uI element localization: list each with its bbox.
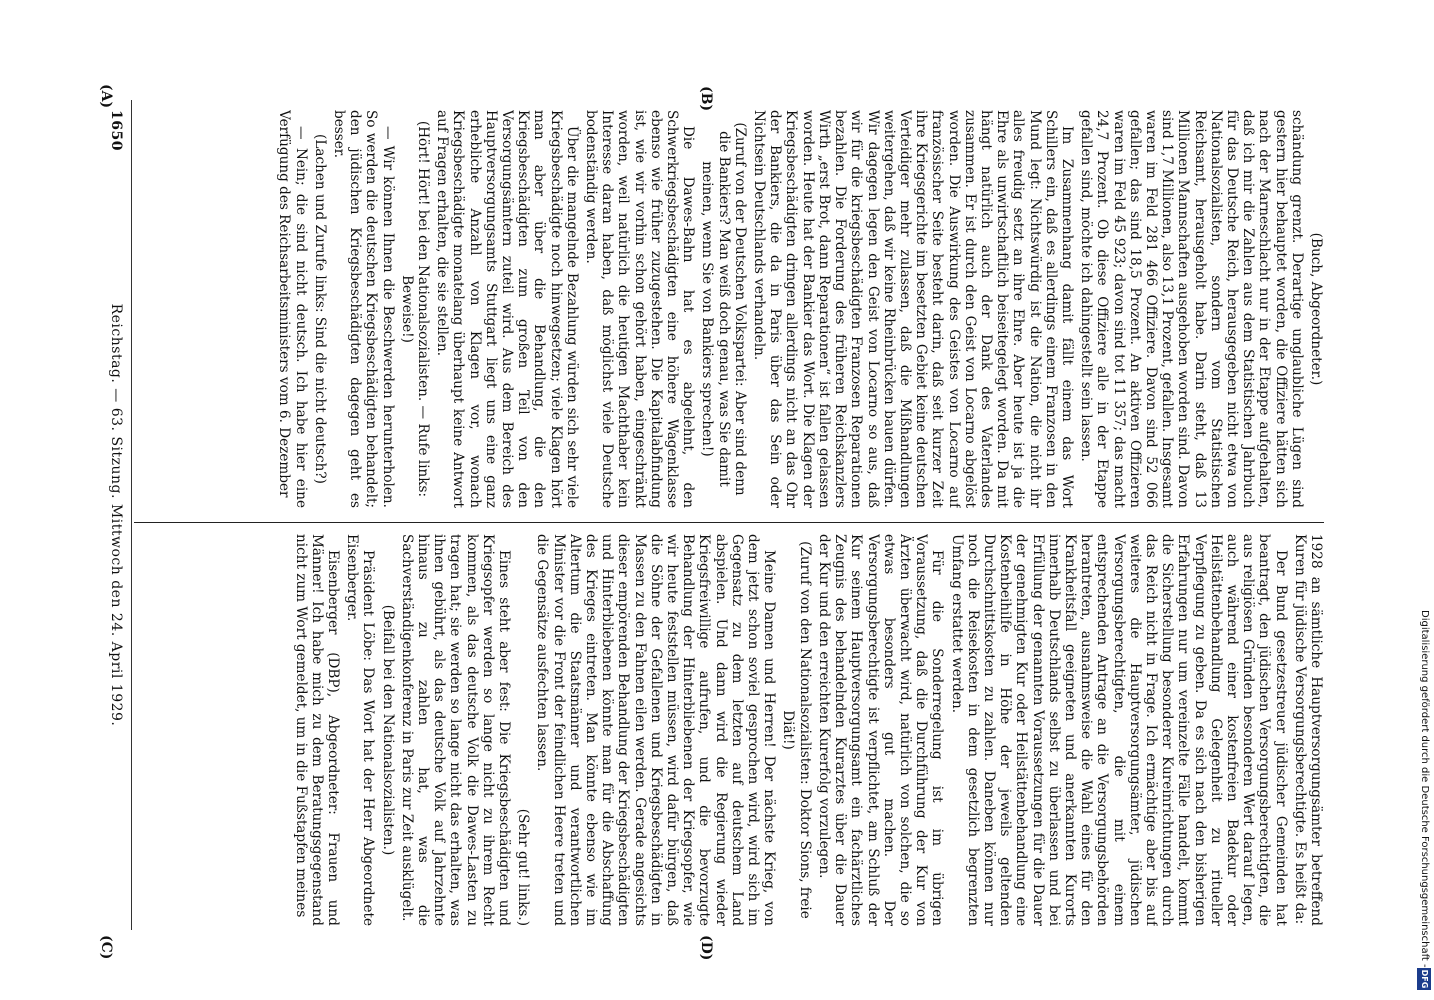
paragraph: 1928 an sämtliche Hauptversorgungsämter betreffend Kuren für jüdische Versorgungsberechtigte. Es heißt da: (1291, 534, 1324, 926)
speaker-statement: Eisenberger (DBP), Abgeordneter: Frauen und Männer! Ich habe mich zu dem Beratungsgegenstand nicht zum Wort gemeldet, um in die Fußstapfen meines (292, 534, 342, 926)
speaker-note: (Buch, Abgeordneter.) (1308, 232, 1324, 386)
footer-text: Digitalisierung gefördert durch die Deutsche Forschungsgemeinschaft - (1419, 610, 1430, 968)
paragraph: schändung grenzt. Derartige unglaubliche Lügen sind gestern hier behauptet worden, die Offiziere hätten sich nach der Marneschlacht nur in der Etappe aufgehalten, daß ich mir die Zahlen aus dem Statistischen Jahrbuch für das Deutsche Reich, herausgegeben nicht etwa von Nationalsozialisten, sondern vom Statistischen Reichsamt, herausgeholt habe. Darin steht, daß 13 Millionen Mannschaften ausgehoben worden sind. Davon sind 1,7 Millionen, also 13,1 Prozent, gefallen. Insgesamt waren im Feld 281 466 Offiziere. Davon sind 52 066 gefallen; das sind 18,5 Prozent. An aktiven Offizieren waren im Feld 45 923; davon sind tot 11 357; das macht 24,7 Prozent. Ob diese Offiziere alle in der Etappe gefallen sind, möchte ich dahingestellt sein lassen. (1078, 110, 1305, 508)
page-number: 1650 (108, 110, 124, 151)
interjection: (Sehr gut! links.) (515, 808, 532, 926)
paragraph: Über die mangelnde Bezahlung würden sich sehr viele Kriegsbeschädigte noch hinwegsetzen; viele Klagen hört man aber über die Behandlung, die den Kriegsbeschädigten zum großen Teil von den Versorgungsämtern zuteil wird. Aus dem Bereich des Hauptversorgungsamts Stuttgart liegt uns eine ganz erhebliche Anzahl von Klagen vor, wonach Kriegsbeschädigte monatelang überhaupt keine Antwort auf Fragen erhalten, die sie stellen. (434, 110, 580, 508)
interjection: (Beifall bei den Nationalsozialisten.) (379, 604, 396, 856)
margin-marker-d: (D) (698, 935, 714, 961)
page-header (102, 110, 124, 920)
left-column (139, 110, 1324, 508)
margin-marker-a: (A) (98, 84, 114, 109)
interjection: (Hört! Hört! bei den Nationalsozialisten. — Rufe links: Beweise!) (398, 120, 432, 498)
paragraph: Im Zusammenhang damit fällt einem das Wort Schillers ein, daß es allerdings einem Franzosen in den Mund legt: Nichtswürdig ist die Nation, die nicht ihr alles freudig setzt an ihre Ehre. Aber heute ist ja die Ehre als unwirtschaftlich beiseitegelegt worden. Da mit hängt natürlich auch der Dank des Vaterlandes zusammen. Er ist durch den Geist von Locarno abgelöst worden. Die Auswirkung des Geistes von Locarno auf französischer Seite besteht darin, daß seit kurzer Zeit ihre Kriegsgerichte im besetzten Gebiet keine deutschen Verteidiger mehr zulassen, daß die Mißhandlungen weitergehen, daß wir keine Rheinbrücken bauen dürfen. Wir dagegen legen den Geist von Locarno so aus, daß wir für die kriegsbeschädigten Franzosen Reparationen bezahlen. Die Forderung des früheren Reichskanzlers Wirth „erst Brot, dann Reparationen“ ist fallen gelassen worden. Heute hat der Bankier das Wort. Die Klagen der Kriegsbeschädigten dringen allerdings nicht an das Ohr der Bankiers, die da in Paris über das Sein oder Nichtsein Deutschlands verhandeln. (751, 110, 1075, 508)
quotation: Der Bund gesetzestreuer jüdischer Gemeinden hat beantragt, den jüdischen Versorgungsberechtigten, die aus religiösen Gründen besonderen Wert darauf legen, auch während einer kostenfreien Badekur oder Heilstättenbehandlung Gelegenheit zu ritueller Verpflegung zu geben. Da es sich nach den bisherigen Erfahrungen nur um vereinzelte Fälle handelt, kommt die Sicherstellung besonderer Kureinrichtungen durch das Reich nicht in Frage. Ich ermächtige aber bis auf weiteres die Hauptversorgungsämter, jüdischen Versorgungsberechtigten, die mit einem entsprechenden Antrage an die Versorgungsbehörden herantreten, ausnahmsweise die Wahl eines für den Krankheitsfall geeigneten und anerkannten Kurorts innerhalb Deutschlands selbst zu überlassen und bei Erfüllung der genannten Voraussetzungen für die Dauer der genehmigten Kur oder Heilstättenbehandlung eine Kostenbeihilfe in Höhe der jeweils geltenden Durchschnittskosten zu zahlen. Daneben können nur noch die Reisekosten in dem gesetzlich begrenzten Umfang erstattet werden. (948, 534, 1289, 926)
header-rule (131, 100, 132, 930)
paragraph: Für die Sonderregelung ist im übrigen Voraussetzung, daß die Durchführung der Kur von Ärzten überwacht wird, natürlich von solchen, die so etwas besonders gut machen. Der Versorgungsberechtigte ist verpflichtet, am Schluß der Kur seinem Hauptversorgungsamt ein fachärztliches Zeugnis des behandelnden Kurarztes über die Dauer der Kur und den erreichten Kurerfolg vorzulegen. (815, 534, 946, 926)
interjection: (Zuruf von der Deutschen Volkspartei: Aber sind denn die Bankiers? Man weiß doch genau, was Sie damit meinen, wenn Sie von Bankiers sprechen!) (699, 122, 748, 496)
interjection: (Lachen und Zurufe links: Sind die nicht deutsch?) (311, 134, 328, 484)
right-column (139, 534, 1324, 926)
digitization-footer (1412, 0, 1434, 1000)
paragraph: — Wir können Ihnen die Beschwerden herunterholen. So werden die deutschen Kriegsbeschädigten behandelt; den jüdischen Kriegsbeschädigten dagegen geht es besser. (331, 110, 396, 508)
margin-marker-c: (C) (98, 935, 114, 960)
dfg-logo: DFG (1417, 968, 1431, 990)
margin-marker-b: (B) (698, 86, 714, 112)
paragraph: Meine Damen und Herren! Der nächste Krieg, von dem jetzt schon soviel gesprochen wird, wird sich im Gegensatz zu dem letzten auf deutschem Land abspielen. Und dann wird die Regierung wieder Kriegsfreiwillige aufrufen, und die bevorzugte Behandlung der Hinterbliebenen der Kriegsopfer, wie wir heute feststellen müssen, wird dafür bürgen, daß die Söhne der Gefallenen und Kriegsbeschädigten in Massen zu den Fahnen eilen werden. Gerade angesichts dieser empörenden Behandlung der Kriegsbeschädigten und Hinterbliebenen könnte man für die Abschaffung des Krieges eintreten. Man könnte ebenso wie im Altertum die Staatsmänner und verantwortlichen Minister vor die Front der feindlichen Heere treten und die Gegensätze ausfechten lassen. (534, 534, 778, 926)
running-title: Reichstag. — 63. Sitzung. Mittwoch den 24. April 1929. (108, 303, 124, 727)
paragraph: Die Dawes-Bahn hat es abgelehnt, den Schwerkriegsbeschädigten eine höhere Wagenklasse ebenso wie früher zuzugestehen. Die Kapitalabfindung ist, wie wir vorhin schon gehört haben, eingeschränkt worden, weil natürlich die heutigen Machthaber kein Interesse daran haben, daß möglichst viele Deutsche bodenständig werden. (583, 110, 697, 508)
paragraph: — Nein; die sind nicht deutsch. Ich habe hier eine Verfügung des Reichsarbeitsministers vom 6. Dezember (276, 110, 309, 508)
paragraph: Eines steht aber fest: Die Kriegsbeschädigten und Kriegsopfer werden so lange nicht zu ihrem Recht kommen, als das deutsche Volk die Dawes-Lasten zu tragen hat; sie werden so lange nicht das erhalten, was ihnen gebührt, als das deutsche Volk auf Jahrzehnte hinaus zu zahlen hat, was die Sachverständigenkonferenz in Paris zur Zeit ausklügelt. (398, 534, 513, 926)
president-statement: Präsident Löbe: Das Wort hat der Herr Abgeordnete Eisenberger. (344, 534, 377, 926)
interjection: (Zuruf von den Nationalsozialisten: Doktor Sions, freie Diät!) (780, 541, 813, 919)
column-divider (134, 522, 1324, 523)
